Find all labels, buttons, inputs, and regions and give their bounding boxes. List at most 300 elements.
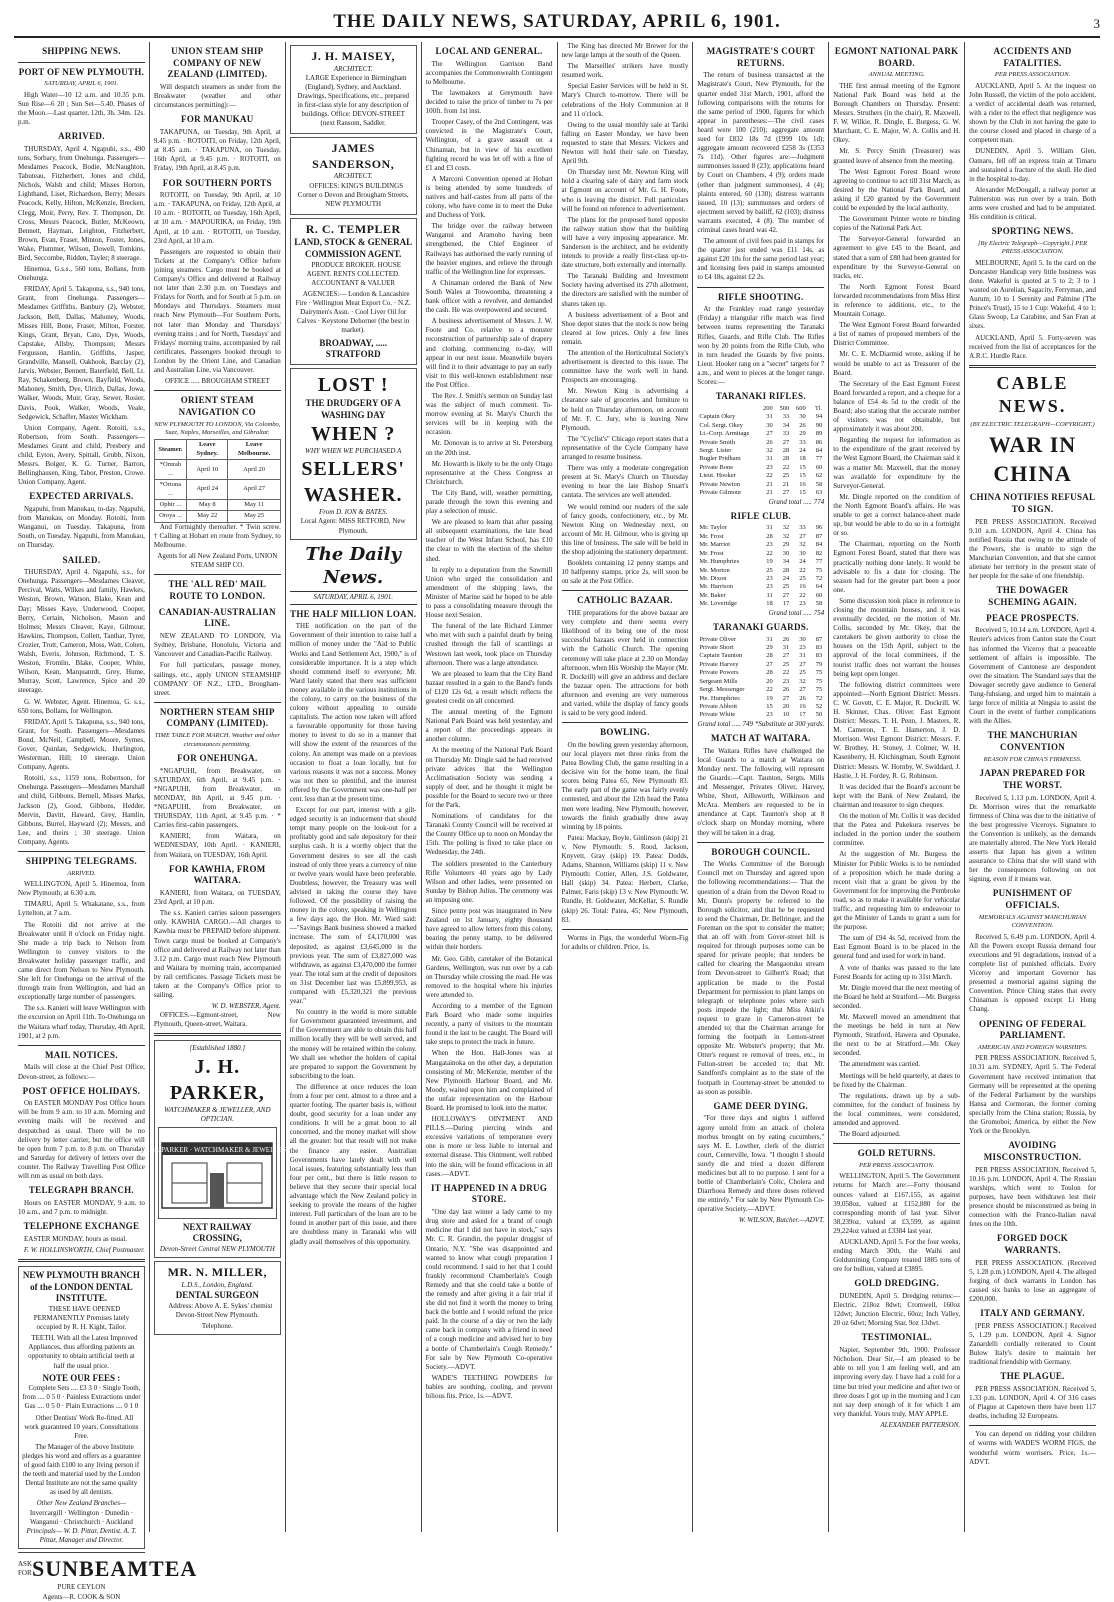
table-cell: 34: [782, 421, 790, 429]
manukau-text: TAKAPUNA, on Tuesday, 9th April, at 9.45 p.m. · ROTOITI, on Friday, 12th April, at 8.45 a.m. · TAKAPUNA, on Tuesday, 16th April, at 9.45 p.m. · ROTOITI, on Friday, 19th April, at 8.45 p.m.: [153, 128, 281, 173]
park-para: The Surveyor-General forwarded an agreement to give £45 to the Board, and stated that a sum of £80 had been granted for expenditure by the Surveyor-General on tracks, etc.: [833, 235, 961, 280]
japan-text: Received 5, 1.13 p.m. LONDON, April 4. Dr. Morrison wires that the remarkable firmness of China was due to the initiative of the best progressive Viceroys. Signature to the Convention is unlikely, as the demands are materially altered. The New York Herald asserts that Japan has given a written assurance to China that she will stand with her the consequences following on not signing, even if it means war.: [969, 793, 1096, 884]
leader-para-1: THE notification on the part of the Government of their intention to raise half a million of money under the "Aid to Public Works and Land Settlement Act, 1900," is of considerable importance. It is a step which should commend itself to everyone; Mr. Ward lately stated that there was sufficient money available in the various institutions in the colony, to carry on the business of the colony without appealing to outside capitalists. The action now taken will afford a favourable opportunity for those having money to invest to do so in a manner that will show the extent of the resources of the colony. An attempt was made on a previous occasion to float a loan locally, but for various reasons it was not a success. Money was not then so plentiful, and the interest offered by the Government was one-half per cent. less than at the present time.: [289, 622, 417, 803]
table-cell: Mr. Taylor: [699, 524, 727, 532]
table-cell: 25: [799, 574, 806, 582]
table-row: *Ortona ... April 24 April 27: [154, 480, 280, 500]
table-cell: 22: [799, 566, 806, 574]
sunbeam-tea: TEA: [149, 1555, 198, 1581]
table-cell: Mr. Marriot: [699, 541, 731, 549]
table-row: [697, 703, 824, 711]
table-cell: Private Newton: [699, 480, 740, 488]
italy-text: [PER PRESS ASSOCIATION.] Received 5, 1.29 p.m. LONDON, April 4. Signor Zanardelli cordially reiterated to Count Bulow Italy's desire to maintain her traditional friendship with Germany.: [969, 1321, 1096, 1367]
table-cell: 23: [766, 463, 773, 471]
when-heading: WHEN ?: [311, 423, 396, 446]
sailed-text-4: Rotoiti, s.s., 1159 tons, Robertson, for Onehunga. Passengers—Mesdames Marshall and child, Gibbons, Bernell, Misses Marks, Jackson (2), Good, Gibbons, Hedder, Mervin, Davitt, Haward, Grey, Hamlin, Gibbons, Burrel, Hayward (2); Messrs, and Lee, and theirs ; 30 steerage. Union Company, Agents.: [18, 774, 145, 846]
table-cell: 27: [782, 438, 790, 446]
dowager-heading: THE DOWAGER SCHEMING AGAIN.: [988, 585, 1077, 607]
peace-text: Received 5, 10.14 a.m. LONDON, April 4. Reuter's advices from Canton state the Court has informed the Viceroy that a peaceable settlement of affairs is impossible. The Government of Cantonese are despondent over the situation. The Standard says that the Dowager secretly gave audience to General Tung-fuhsiang, and urged him to maintain a large force of militia at Ningsia to assist the Court in the event of further complications with the Allies.: [969, 626, 1096, 726]
table-cell: 30: [799, 549, 806, 557]
dental-text-3: Other Dentists' Work Re-fitted. All work guaranteed 10 years. Consultations Free.: [24, 1413, 139, 1440]
table-row: [697, 472, 824, 480]
union-note: Passengers are requested to obtain their Tickets at the Company's Office before joining steamers. Cargo must be booked at Company's Office and delivered at Railway not later than 2.30 p.m. on Tuesdays and Fridays for North, and for South at 5 p.m. on Mondays and Thursdays. Steamers must reach New Plymouth—For Southern Ports, not later than Monday and Thursdays' evening trains ; and for North, Tuesdays' and Fridays' morning trains, accompanied by rail certificates. Passengers booked through to London by the Orient Line, and Canadian and Australian Line, via Vancouver.: [153, 247, 281, 374]
cable-news-sub: (BY ELECTRIC TELEGRAPH—COPYRIGHT.): [970, 420, 1095, 428]
gold-sub: PER PRESS ASSOCIATION.: [859, 1161, 935, 1169]
shopfront-illustration: [146, 1127, 288, 1219]
table-cell: 89: [815, 430, 823, 438]
orient-heading: ORIENT STEAM NAVIGATION CO: [178, 395, 256, 417]
table-cell: 16: [799, 583, 806, 591]
table-cell: 28: [782, 566, 790, 574]
dental-text-1: THESE HAVE OPENED PERMANENTLY Premises lately occupied by R. H. Kight, Tailor.: [33, 1304, 130, 1332]
shopfront-sign: J. H. PARKER · WATCHMAKER & JEWELLER: [146, 1145, 288, 1154]
park-para: The following district committees were appointed:—North Egmont District: Messrs. C. W. Govett, C. E. Major, R. Dockrill, W. H. Skinner, Chas. Oliver. East Egmont District: Messrs. T. H. Penn, J. Masters, R. M. Cameron, T. E. Hamerton, J. D. Morrison. West Egmont District: Messrs. F. W. Brothey, H. Stoney, J. Colmer, W. H. Kasenberry, H. Kitchingman, South Egmont District: Messrs. W. Hornby, W. Swiddard, J. Hastie, J. H. Fordey, R. G. Robinson.: [833, 680, 961, 780]
table-header-cell: [697, 405, 758, 413]
italy-heading: ITALY AND GERMANY.: [980, 1308, 1085, 1319]
table-cell: 22: [799, 591, 806, 599]
worm-fig-ad: Worms in Pigs, the wonderful Worm-Fig for adults or children. Price, 1s.: [561, 933, 689, 951]
mail-heading: MAIL NOTICES.: [44, 1049, 118, 1060]
table-row: [697, 600, 824, 608]
table-cell: Private Powers: [699, 669, 739, 677]
local-item: We would remind our readers of the sale of fancy goods, confectionery, etc., by Mr. Newton King on Wednesday next, on account of Mr. H. Gilmour, who is giving up this line of business. The sale will be held in the shop adjoining the stationery department.: [561, 502, 689, 556]
cable-news-heading: CABLE NEWS.: [996, 372, 1069, 417]
table-row: [697, 447, 824, 455]
local-item: At the meeting of the National Park Board on Thursday Mr. Dingle said he had received private advices that the Wellington Acclimatisation Society was sending a supply of deer, and he thought it might be possible for the Board to secure two or three for the Park.: [425, 746, 553, 809]
branches-list: Invercargill · Wellington · Dunedin · Wanganui · Christchurch · Auckland: [29, 1508, 134, 1526]
mail-text: Mails will close at the Chief Post Office, Devon-street, as follows:—: [18, 1063, 145, 1081]
easter-text: On EASTER MONDAY Post Office hours will be from 9 a.m. to 10 a.m. Morning and evening mails will be received and despatched as usual. There will be no delivery by letter carrier, but the office will be open from 7 p.m. to 8 p.m. on Thursday and Saturday for delivery of letters over the counter. The Railway Travelling Post Office will run as usual on both days.: [18, 1099, 145, 1181]
local-item: Nominations of candidates for the Taranaki County Council will be received at the County Office up to noon on Monday the 15th. The polling is fixed to take place on Wednesday, the 24th.: [425, 812, 553, 857]
sunbeam-agents: Agents—R. COOK & SON: [42, 1592, 121, 1601]
table-row: [697, 550, 824, 558]
canadian-note: For full particulars, passage money, sailings, etc., apply UNION STEAMSHIP COMPANY OF N.Z., LTD., Brougham-street.: [153, 661, 281, 697]
telegraph-text: Hours on EASTER MONDAY, 9 a.m. to 10 a.m., and 7 p.m. to midnight.: [18, 1198, 145, 1216]
local-item: The bridge over the railway between Wanganui and Aramoho having been strengthened, the Chief Engineer of Railways has authorised the early running of the heavier engines, and relieve the through traffic of the Wellington line for expresses.: [425, 222, 553, 276]
local-item: According to a member of the Egmont Park Board who made some inquiries recently, a party of visitors to the mountain found it the last to be caught. The Board will take steps to protect the track in future.: [425, 1001, 553, 1047]
manchurian-sub: REASON FOR CHINA'S FIRMNESS.: [983, 755, 1082, 763]
local-item: Booklets containing 12 penny stamps and 10 halfpenny stamps, price 2s, will soon be on sale at the Post Office.: [561, 559, 689, 586]
table-row: [697, 439, 824, 447]
maisey-heading: J. H. MAISEY,: [311, 49, 396, 63]
kawhia-text-1: KANIERI, from Waitara, on WEDNESDAY, 10th April. · KANIERI, from Waitara, on TUESDAY, 16th April.: [153, 832, 281, 859]
columns: [14, 42, 1100, 1601]
parker-location: NEXT RAILWAY CROSSING,: [182, 1221, 252, 1244]
local-item: The plans for the proposed hotel opposite the railway station show that the building will have a very imposing appearance. Mr. Sanderson is the architect, and he evidently intends to provide a really first-class up-to-date structure, both externally and internally.: [561, 215, 689, 270]
table-cell: 30: [799, 635, 806, 643]
sanderson-text: OFFICES: KING'S BUILDINGS Corner o Devon and Brougham Streets, NEW PLYMOUTH: [297, 181, 409, 208]
orient-agents: Agents for all New Zealand Ports, UNION STEAM SHIP CO.: [157, 552, 278, 570]
table-cell: 15: [799, 489, 806, 497]
table-cell: Sergeant Mills: [699, 677, 738, 685]
table-cell: 58: [815, 600, 823, 608]
drug-store-text: "One day last winter a lady came to my drug store and asked for a brand of cough medicine that I did not have in stock," says Mr. C. R. Grandin, the popular druggist of Ontario, N.Y. "She was disappointed and wanted to know what cough preparation I could recommend. I said to her that I could frankly recommend Chamberlain's Cough Remedy and that she could take a bottle of the remedy and after giving it a fair trial if she did not find it worth the money to bring back the bottle and I would refund the price paid. In the course of a day or two the lady came back in company with a friend in need of a cough medicine and advised her to buy a bottle of Chamberlain's Cough Remedy." For sale by New Plymouth Co-operative Society.—ADVT.: [425, 1208, 553, 1371]
table-cell: 83: [815, 643, 823, 651]
table-cell: 10: [782, 711, 790, 719]
table-row: [697, 524, 824, 532]
table-cell: 22: [766, 549, 773, 557]
table-cell: 17: [782, 600, 790, 608]
column-6: [693, 42, 829, 1532]
table-cell: 23: [766, 541, 773, 549]
table-cell: 27: [782, 591, 790, 599]
table-cell: 50: [815, 711, 823, 719]
table-cell: 25: [782, 660, 790, 668]
park-para: The sum of £94 4s 5d, received from the East Egmont Board is to be placed in the general fund and used for work in hand.: [833, 934, 961, 961]
maisey-sub: ARCHITECT.: [333, 64, 373, 73]
deer-heading: GAME DEER DYING.: [713, 1100, 809, 1111]
table-cell: 31: [766, 635, 773, 643]
sailed-text-1: THURSDAY, April 4. Ngapuhi, s.s., for Onehunga. Passengers—Mesdames Cleaver, Percival, Watts, Wilkes and family, Hawkes, Weston, Brown, Watson, Blake, Kean and Day; Misses Kaye, Underwood, Cooper, Berry, Certain, Nicholson, Mason and Holmes; Messrs Cleaver, Kaye, Gilmour, Hawkins, Thompson, Collett, Tanthar, Tyrer, Crozier, Trott, Cameron, Moss, Watt, Cohen, Walsh, Everis, Johnson, Richmond, T. S. Weston, Fromlin, Blake, Cooper, White, Wilson, Kean, Marquanrdt, Grey, Hume, Murray, Scott, Lawrence, Spice and 20 steerage.: [18, 568, 145, 695]
orient-note: And Fortnightly thereafter. * Twin screw. † Calling at Hobart en route from Sydney, to Melbourne.: [153, 522, 281, 550]
telephone-text: EASTER MONDAY, hours as usual.: [24, 1234, 128, 1243]
park-para: It was decided that the Board's account be kept with the Bank of New Zealand, the chairman and treasurer to sign cheques.: [833, 782, 961, 809]
table-cell: 30: [799, 413, 806, 421]
sellers-heading: SELLERS': [301, 458, 405, 481]
miller-sub: L.D.S., London, England.: [181, 1280, 254, 1289]
union-office: OFFICE ..... BROUGHAM STREET: [165, 377, 270, 386]
park-para: The regulations, drawn up by a sub-committee, for the conduct of business by the local committees, were considered, amended and approved.: [833, 1091, 961, 1128]
orient-col-melbourne: Leave Melbourne.: [228, 440, 280, 460]
guards-total: Grand total ..... 749 *Substitute at 300 yards.: [697, 719, 825, 728]
forged-text: PER PRESS ASSOCIATION. (Received 5, 1.28 p.m.) LONDON, April 4. The alleged forging of dock warrants in London has caused six banks to lose an aggregate of £200,000.: [969, 1258, 1096, 1303]
sporting-1: MELBOURNE, April 5. In the card on the Doncaster Handicap very little business was done. Wakeful is quoted at 5 to 2; 3 to 1 wanted on Aurelian, Sagacity, Ferryman, and Aurum; 10 to 1 Serenity and Palmine (The Prince's Trust), 15 to 1 Cup: Wakeful, 4 to 1; Glass Swoop, La Carabine, and San Fran at sixes.: [969, 258, 1096, 331]
local-item: A Marconi Convention opened at Hobart is being attended by some hundreds of natives and half-castes from all parts of the colony, who have come in to meet the Duke and Duchess of York.: [425, 174, 553, 220]
war-in-china-heading: WAR IN CHINA: [988, 432, 1077, 486]
table-cell: 30: [766, 421, 773, 429]
canadian-heading: CANADIAN-AUSTRALIAN LINE.: [158, 606, 276, 629]
table-cell: 26: [799, 694, 806, 702]
column-4: [422, 42, 558, 1532]
dental-ad: [18, 1266, 145, 1549]
wades-ad: WADE'S TEETHING POWDERS for babies are soothing, cooling, and prevent bilious fits. Price, 1s.—ADVT.: [425, 1373, 553, 1400]
park-board-sub: ANNUAL MEETING.: [868, 71, 925, 79]
washer-heading: WASHER.: [303, 484, 403, 507]
testimonial-heading: TESTIMONIAL.: [861, 1332, 932, 1343]
memorials-text: Received 5, 6.49 p.m. LONDON, April 4. All the Powers except Russia demand four executions and 91 degradations, instead of a complete list of punished officials. Every Viceroy and important Governor has presented a memorial against signing the Convention. Prince Ching states that every Chinaman is opposed except Li Hung Chang.: [969, 932, 1096, 1014]
local-item: The "Cyclist's" Chicago report states that a representative of the Cycle Company have arranged to resume business.: [561, 434, 689, 462]
kawhia-text-2: KANIERI, from Waitara, on TUESDAY, 23rd April, at 10 p.m.: [153, 889, 281, 907]
south-text: ROTOITI, on Tuesday, 9th April, at 10 a.m. · TAKAPUNA, on Friday, 12th April, at 10 a.m. · ROTOITI, on Tuesday, 16th April, at 10 a.m. · MAPOURIKA, on Friday, 19th April, at 10 a.m. · ROTOITI, on Tuesday, 23rd April, at 10 a.m.: [153, 191, 281, 245]
table-row: [697, 413, 824, 421]
port-heading: PORT OF NEW PLYMOUTH.: [18, 66, 145, 77]
table-cell: Private Gilmour: [699, 489, 742, 497]
local-item: Trooper Casey, of the 2nd Contingent, was convicted in the Magistrate's Court, Wellington, of a grave assault on a Chinaman, but in view of his excellent fighting record he was let off with a fine of £1 and £3 costs.: [425, 118, 553, 172]
sanderson-heading: JAMES SANDERSON,: [312, 141, 395, 171]
leader-heading: THE HALF MILLION LOAN.: [290, 608, 417, 619]
table-cell: 60: [815, 591, 823, 599]
table-cell: 82: [815, 549, 823, 557]
table-cell: Col. Sergt. Okey: [699, 421, 743, 429]
park-para: The West Egmont Forest Board forwarded a list of names of proposed members of the District Committee.: [833, 321, 961, 348]
table-cell: 11: [766, 591, 773, 599]
shipping-news-heading: SHIPPING NEWS.: [42, 46, 121, 56]
federal-parliament-heading: OPENING OF FEDERAL PARLIAMENT.: [979, 1018, 1087, 1041]
table-cell: 32: [766, 446, 773, 454]
table-cell: Private Short: [699, 643, 734, 651]
telegram-2: TIMARU, April 5. Whakatane, s.s., from Lyttelton, at 7 a.m.: [18, 900, 145, 918]
table-cell: 87: [815, 532, 823, 540]
sunbeam-ask: ASK FOR: [18, 1560, 33, 1578]
allred-heading: THE 'ALL RED' MAIL ROUTE TO LONDON.: [168, 579, 267, 602]
kawhia-office: OFFICES.—Egmont-street, New Plymouth, Queen-street, Waitara.: [153, 1011, 281, 1029]
table-cell: Private Abbott: [699, 703, 738, 710]
table-cell: 23: [799, 643, 806, 651]
borough-text: The Works Committee of the Borough Council met on Thursday and agreed upon the following recommendations:— That the question of a drain from the Devon Road to Mr. Dunn's property be referred to the Borough solicitor, and that he be requested to send the Chairman, Dr. Bellringer, and the Foreman on the spot to consider the matter; that an off with from Gover-street hill is required for through purposes some can be spared for private people; that tenders be called for clearing the Mangaotuku stream from Devon-street to Gilbert's Road; that application be made to the Postal Department for permission to plant lamps on telegraph or telephone poles where such posts impede the light; that Miss Atkin's request to graze in Cameron-street be attended to; that the Chairman arrange for forming the footpath in Lemon-street opposite Mr. Webster's property; that Mr. Otter's request re removal of trees, etc., in Fulton-street be acceded to; that Mr. Sandford's complaint as to the state of the footpath in Courtenay-street be attended to as soon as possible.: [697, 860, 825, 1096]
forged-heading: FORGED DOCK WARRANTS.: [997, 1233, 1069, 1255]
waitara-text: The Waitara Rifles have challenged the local Guards to a match at Waitara on Monday next. The following will represent the Guards:—Capt. Taunton, Sergts. Mills and Messenger, Privates Oliver, Harvey, White, Short, Aillsworth, Wilkinson and McAra. Members are requested to be in attendance at Capt. Taunton's shop at 8 o'clock sharp on Monday morning, where they will be taken in a drag.: [697, 746, 825, 837]
war-sub: CHINA NOTIFIES REFUSAL TO SIGN.: [969, 492, 1096, 514]
park-para: At the suggestion of Mr. Burgess the Minister for Public Works is to be reminded of a proposition which he made during a recent visit that a grant be given by the Government for for improving the Pembroke road, so as to make it available for vehicular traffic, and requesting him to endeavour to get the Minister of Lands to grant a sum for the purpose.: [833, 850, 961, 932]
table-cell: Mr. Frost: [699, 532, 724, 540]
table-row: [697, 558, 824, 566]
table-cell: 27: [799, 686, 806, 694]
column-2: [146, 42, 288, 1532]
park-para: The North Egmont Forest Board forwarded recommendations from Miss Hirst in reference to additions, etc., to the Mountain Cottage.: [833, 282, 961, 319]
table-cell: 28: [766, 652, 773, 660]
table-cell: 27: [799, 660, 806, 668]
local-item: The City Band, will, weather permitting, parade through the town this evening and play a selection of music.: [425, 488, 553, 516]
gold-heading: GOLD RETURNS.: [857, 1148, 936, 1159]
warships-text: PER PRESS ASSOCIATION. Received 5, 10.31 a.m. SYDNEY, April 5. The Federal Government have received intimation that Germany will be represented at the opening of the Federal Parliament by the warships Hansa and Cormoran, the former coming specially from the China station; Russia, by the Gromoboi; America, by either the New York or the Brooklyn.: [969, 1054, 1096, 1136]
dredge-heading: GOLD DREDGING.: [854, 1278, 940, 1289]
park-para: Regarding the request for information as to the expenditure of the grant received by the West Egmont Board, the Chairman said it was a matter Mr. Maxwell, that the money was available for expenditure by the Surveyor-General.: [833, 436, 961, 490]
park-para: Mr. Dingle reported on the condition of the North Egmont Board's affairs. He was unable to get a correct balance-sheet made up, but would be able to do so in a fortnight or so.: [833, 492, 961, 538]
table-cell: 86: [815, 438, 823, 446]
table-cell: 94: [815, 413, 823, 421]
table-cell: Pte. Humphries: [699, 694, 740, 702]
arrived-text-1: THURSDAY, April 4. Ngapuhi, s.s., 490 tons, Sorbary, from Onehunga. Passengers—Mesdames Peacock, Bodie, McNaughton, Tabuteau, Fitzherbert, Jones and child, Nichols, Walsh and child; Misses Horton, Lighthand, Liset, Richardson, Berry; Messrs Peacock, Kelly, Hilton, McKenzie, Brecken, Clegg, Moir, Perry, Rev. T. Thompson, Dr. Cross, Messrs Peacock, Butler, McKeown, Bennett, Hayman, Leighton, Fitzherbert, Brown, Evan, Fraser, Minton, Foster, Jones, Wake, Plummer, Wilson, Dowell, Tomkins, Bird, Seccombe, Ridden, Tayler; 8 steerage.: [18, 144, 145, 262]
masthead: [14, 6, 1100, 38]
union-intro: Will despatch steamers as under from the Breakwater (weather and other circumstances permitting):—: [153, 83, 281, 110]
war-text: PER PRESS ASSOCIATION. Received 9.10 a.m. LONDON, April 4. China has notified Russia that owing to the attitude of the Powers, she is unable to sign the Manchurian Convention, and that she cannot alienate her territory in the present state of her people for the sake of one friendship.: [969, 517, 1096, 581]
table-cell: 21: [766, 480, 773, 488]
table-cell: 23: [766, 583, 773, 591]
park-para: On the motion of Mr. Collis it was decided that the Patea and Pukekura reserves be included in the portion under the southern committee.: [833, 812, 961, 848]
table-cell: 64: [815, 583, 823, 591]
park-para: Some discussion took place in reference to closing the mountain houses, and it was eventually decided, on the motion of Mr. Collis, seconded by Mr. Okey, that the caretakers be given authority to close the houses on the 15th April, subject to the approval of the local committees, if the tourist traffic does not warrant the houses being kept open longer.: [833, 596, 961, 678]
shopfront-icon: [142, 1133, 292, 1213]
sanderson-ad: [290, 137, 417, 215]
bowling-text: On the bowling green yesterday afternoon, our local players met three rinks from the Patea Bowling Club, the game resulting in a decisive win for the home team, the final scores being Patea 65, New Plymouth 83. The early part of the game was fairly evenly contested, and about the 12th head the Patea men were leading. New Plymouth, however, towards the finish gradually drew away winning by 18 points.: [561, 740, 689, 831]
table-cell: 33: [799, 524, 806, 532]
table-row: Ophir ... May 8 May 11: [154, 500, 280, 511]
table-cell: 31: [766, 524, 773, 532]
miller-profession: DENTAL SURGEON: [175, 1289, 259, 1300]
local-item: The annual meeting of the Egmont National Park Board was held yesterday, and a report of the proceedings appears in another column.: [425, 708, 553, 744]
sunbeam-brand: SUNBEAM: [32, 1555, 150, 1581]
table-cell: 31: [766, 455, 773, 463]
column-3: [286, 42, 422, 1532]
table-cell: Captain Taunton: [699, 652, 743, 660]
parker-ad: [146, 1040, 288, 1258]
masthead-title: THE DAILY NEWS, SATURDAY, APRIL 6, 1901.: [333, 11, 781, 32]
local-item: On Thursday next Mr. Newton King will hold a clearing sale of dairy and farm stock at Egmont on account of Mr. G. H. Foote, who is leaving the district. Full particulars will be found on reference to advertisement.: [561, 168, 689, 213]
table-cell: 16: [799, 480, 806, 488]
table-row: [697, 652, 824, 660]
table-row: [697, 481, 824, 489]
plague-text: PER PRESS ASSOCIATION. Received 5, 1.33 p.m. LONDON, April 4. Of 316 cases of Plague at Capetown there have been 117 deaths, including 32 Europeans.: [969, 1384, 1096, 1421]
table-row: [697, 592, 824, 600]
local-item: Mr. Donovan is to arrive at St. Petersburg on the 20th inst.: [425, 439, 553, 457]
table-cell: Mr. Baker: [699, 591, 726, 599]
bazaar-text: THE preparations for the above bazaar are very complete and there seems every likelihood of its being one of the most successful bazaars ever held in connection with the Catholic Church. The opening ceremony will take place at 2.30 on Monday afternoon, when His Worship the Mayor (Mr. R. Dockrill) will give an address and declare the bazaar open. The attractions for both afternoon and evening are very numerous and varied, while the display of fancy goods is said to be very good indeed.: [561, 609, 689, 718]
guards-table: [697, 636, 824, 720]
accident-2: DUNEDIN, April 5. William Glen, Oamaru, fell off an express train at Timaru and sustained a fracture of the skull. He died in the hospital to-day.: [969, 147, 1096, 183]
table-cell: 32: [782, 524, 790, 532]
table-cell: 26: [782, 686, 790, 694]
drug-store-heading: IT HAPPENED IN A DRUG STORE.: [430, 1182, 548, 1205]
orient-schedule: [154, 439, 281, 523]
easter-heading: POST OFFICE HOLIDAYS.: [22, 1085, 141, 1096]
table-row: [697, 575, 824, 583]
local-general-heading: LOCAL AND GENERAL.: [435, 46, 543, 56]
local-item: The soldiers presented to the Canterbury Rifle Volunteers 40 years ago by Lady Wilson and other ladies, were presented on Sunday by Bishop Julius. The ceremony was an imposing one.: [425, 859, 553, 904]
table-cell: 31: [799, 652, 806, 660]
park-para: The Government Printer wrote re binding copies of the National Park Act.: [833, 215, 961, 233]
templer-text: PRODUCE BROKER. HOUSE AGENT. RENTS COLLECTED. ACCOUNTANT & VALUER: [306, 260, 402, 287]
templer-heading: R. C. TEMPLER: [305, 221, 401, 236]
local-item: The Rev. J. Smith's sermon on Sunday last was the subject of much comment. To-morrow evening at St. Mary's Church the services will be in keeping with the occasion.: [425, 391, 553, 437]
sporting-sub: [By Electric Telegraph—Copyright.] PER PRESS ASSOCIATION.: [977, 239, 1088, 256]
telegram-3: The Rotoiti did not arrive at the Breakwater until 8 o'clock on Friday night. She made a trip back to Nelson from Wellington to convey visitors to the Breakwater holiday passenger traffic, and came direct from Nelson to New Plymouth. She left for Onehunga on the arrival of the through train from Wellington, and had an exceptionally large number of passengers.: [18, 920, 145, 1002]
local-item: Special Easter Services will be held in St. Mary's Church to-morrow. There will be celebrations of the Holy Communion at 8 and 11 o'clock.: [561, 82, 689, 118]
orient-sub: NEW PLYMOUTH TO LONDON, Via Colombo, Suez, Naples, Marseilles, and Gibraltar.: [154, 420, 281, 436]
drudgery-text: THE DRUDGERY OF A WASHING DAY: [305, 397, 401, 420]
table-cell: 83: [815, 652, 823, 660]
bazaar-heading: CATHOLIC BAZAAR.: [577, 595, 673, 606]
table-cell: Sergt. Lister: [699, 446, 732, 454]
page-number: 3: [1093, 16, 1100, 31]
fees-heading: NOTE OUR FEES :: [42, 1372, 121, 1383]
table-cell: 15: [799, 463, 806, 471]
warships-heading: AMERICAN AND FOREIGN WARSHIPS.: [977, 1043, 1088, 1051]
table-cell: 15: [766, 703, 773, 710]
rifle-club-total: Grand total ..... 754: [768, 608, 825, 617]
table-row: [697, 669, 824, 677]
table-cell: 75: [815, 677, 823, 685]
park-para: Mr. S. Percy Smith (Treasurer) was granted leave of absence from the meeting.: [833, 147, 961, 165]
table-cell: 28: [782, 446, 790, 454]
table-row: [697, 464, 824, 472]
table-header-cell: 500: [779, 404, 790, 412]
telegram-4: The s.s. Kanieri will leave Wellington with the excursion on April 11th. To-Onehunga on the Waitara wharf today, Thursday, 4th April, 1901, at 2 p.m.: [18, 1004, 145, 1040]
local-item: The Marseilles' strikers have mostly resumed work.: [561, 62, 689, 80]
table-cell: 32: [799, 541, 806, 549]
park-para: A vote of thanks was passed to the late Forest Boards for acting up to 31st March.: [833, 963, 961, 981]
park-para: Meetings will be held quarterly, at dates to be fixed by the Chairman.: [833, 1071, 961, 1089]
leader-dateline: SATURDAY, APRIL 6, 1901.: [290, 591, 417, 604]
table-cell: 29: [782, 541, 790, 549]
table-cell: 20: [766, 677, 773, 685]
table-cell: 18: [766, 600, 773, 608]
miller-telephone: Telephone.: [201, 1321, 233, 1330]
table-row: [697, 430, 824, 438]
column-7: [829, 42, 965, 1532]
table-cell: Private Harvey: [699, 660, 739, 668]
table-row: [697, 455, 824, 463]
parker-sub: WATCHMAKER & JEWELLER, AND OPTICIAN.: [164, 1105, 271, 1123]
table-cell: 72: [815, 574, 823, 582]
dental-text-2: TEETH. With all the Latest Improved Appliances, thus affording patients an opportunity to obtain artificial teeth at half the usual price.: [28, 1334, 138, 1370]
table-cell: 22: [782, 669, 790, 677]
park-para: THE first annual meeting of the Egmont National Park Board was held at the Borough Chambers on Thursday. Present: Messrs. Struthers (in the chair), R. Maxwell, F. W. Wilkie, R. Dingle, E. Burgess, G. W. Marchant, C. E. Major, W. A. Collis and H. Okey.: [833, 81, 961, 145]
table-cell: 28: [766, 532, 773, 540]
rifle-heading: RIFLE SHOOTING.: [718, 291, 804, 302]
parker-heading: J. H. PARKER,: [169, 1055, 265, 1104]
table-cell: 24: [799, 558, 806, 566]
table-cell: 25: [766, 566, 773, 574]
taranaki-rifles-heading: TARANAKI RIFLES.: [715, 391, 806, 402]
kawhia-agent: W. D. WEBSTER, Agent.: [211, 1002, 281, 1011]
table-row: [697, 583, 824, 591]
expected-text: Ngapuhi, from Manukau, to-day. Ngapuhi, from Manukau, on Monday. Rotoiti, from Wanganui, on Tuesday. Takapuna, from South, on Tuesday. Ngapuhi, from Manukau, on Thursday.: [18, 505, 145, 550]
leader-para-3: No country in the world is more suitable for Government guaranteed investment, and if the Government are able to obtain this half million locally they will be well served, and the money will be retained within the colony. We shall see whether the holders of capital are prepared to support the Government by subscribing to the loan.: [289, 1008, 417, 1080]
parker-location-2: Devon-Street Central NEW PLYMOUTH: [159, 1245, 275, 1254]
table-cell: 27: [782, 694, 790, 702]
when-sub: WHY WHEN WE PURCHASED A: [305, 447, 402, 456]
templer-ad: [290, 218, 417, 365]
table-row: [697, 644, 824, 652]
table-row: [697, 711, 824, 719]
leader-para-2: Except for our part, interest with a gilt-edged security is an inducement that should tempt many people on the look-out for a profitably good and safe depository for their surplus cash. It is a worthy object that the Government desires to see all the cash instead of only three years a currency of nine or twelve years would have been preferable. Doubtless, however, the Treasury was well advised in taking the course they have followed. Of the possibility of raising the money in the colony, speaking in Wellington a few days ago, the Hon. Mr. Ward said:—"Savings Bank business showed a marked increase. The sum of £4,170,000 was deposited, as against £3,645,000 in the previous year. The sum of £3,827,000 was withdrawn, as against £3,470,000 the former year. The total sum at the credit of depositors on 31st December last was £5,899,953, as compared with £5,320,321 the previous year.": [289, 806, 417, 1006]
local-item: The Wellington Garrison Band accompanies the Commonwealth Contingent to Melbourne.: [425, 59, 553, 86]
table-row: [697, 422, 824, 430]
table-cell: 32: [782, 532, 790, 540]
table-cell: 72: [815, 694, 823, 702]
accidents-sub: PER PRESS ASSOCIATION.: [994, 71, 1071, 79]
table-cell: 16: [799, 703, 806, 710]
sailed-text-3: FRIDAY, April 5. Takapuna, s.s., 940 tons, Grant, for South. Passengers—Mesdames Bond, McNeil, Campbell, Moore, Symes, Gover, Quinlan, Sedgewick, Hurlington, Westerman, Hill; 10 steerage. Union Company, Agents.: [18, 717, 145, 772]
table-cell: 27: [766, 430, 773, 438]
column-8: [965, 42, 1100, 1532]
waitara-heading: MATCH AT WAITARA.: [711, 732, 811, 743]
maisey-text: LARGE Experience in Birmingham (England), Sydney, and Auckland. Drawings, Specifications, etc., prepared in first-class style for any description of buildings. Office: DEVON-STREET (next Ransom, Saddler.: [297, 73, 410, 128]
local-item: The King has directed Mr Brewer for the new large lamps at the south of the Queen.: [561, 42, 689, 60]
table-cell: 34: [782, 558, 790, 566]
union-heading: UNION STEAM SHIP COMPANY OF NEW ZEALAND (LIMITED).: [167, 46, 268, 80]
table-cell: Mr. Morton: [699, 566, 730, 574]
table-cell: 29: [766, 643, 773, 651]
table-cell: 32: [799, 677, 806, 685]
local-item: The Taranaki Building and Investment Society having advertised its 27th allotment, the directors are satisfied with the number of shares taken up.: [561, 272, 689, 308]
table-cell: 21: [782, 480, 790, 488]
canadian-text: NEW ZEALAND TO LONDON, Via Sydney, Brisbane, Honolulu, Victoria and Vancouver and Canadian-Pacific Railway.: [153, 632, 281, 659]
local-item: HOLLOWAY'S OINTMENT AND PILLS.—During piercing winds and excessive variations of temperature every one is more or less liable to internal and external disease. This Ointment, well rubbed into the skin, will be found efficacious in all cases.—ADVT.: [425, 1115, 553, 1178]
templer-sub: LAND, STOCK & GENERAL COMMISSION AGENT.: [294, 237, 413, 260]
sunbeam-ad: [18, 1552, 198, 1584]
kawhia-heading: FOR KAWHIA, FROM WAITARA.: [169, 863, 266, 886]
park-para: Mr. Maxwell moved an amendment that the meetings be held in turn at New Plymouth, Stratford, Hawera and Opunake, the next to be at Stratford.—Mr. Okey seconded.: [833, 1013, 961, 1058]
plague-heading: THE PLAGUE.: [1000, 1371, 1065, 1382]
onehunga-text: *NGAPUHI, from Breakwater, on SATURDAY, 6th April, at 9.45 p.m. · *NGAPUHI, from Breakwater, on MONDAY, 8th April, at 9.45 p.m. · *NGAPUHI, from Breakwater, on THURSDAY, 11th April, at 9.45 p.m. · * Carries first-cabin passengers.: [153, 766, 281, 830]
table-cell: 90: [815, 421, 823, 429]
table-row: [697, 541, 824, 549]
table-cell: 19: [766, 558, 773, 566]
borough-heading: BOROUGH COUNCIL.: [711, 846, 811, 857]
peace-heading: PEACE PROSPECTS.: [986, 612, 1079, 623]
sanderson-sub: ARCHITECT.: [333, 172, 373, 181]
table-row: [697, 489, 824, 497]
table-cell: 33: [799, 438, 806, 446]
accident-3: Alexander McDougall, a railway porter at Palmerston was run over by a train. Both arms were crushed and had to be amputated. His condition is critical.: [969, 185, 1096, 222]
local-item: The attention of the Horticultural Society's advertisement is directed to this issue. The committee have the work well in hand. Prospects are encouraging.: [561, 349, 689, 385]
table-cell: 26: [766, 438, 773, 446]
avoiding-text: PER PRESS ASSOCIATION. Received 5, 10.16 p.m. LONDON, April 4. The Russian warships, which went to Toulon for purposes, have been withdrawn lest their presence should be misconstrued as being in connection with the Franco-Italian naval fetes on the 10th.: [969, 1165, 1096, 1229]
local-item: Mr. Newton King is advertising a clearance sale of groceries and furniture to be held on Thursday afternoon, on account of Mr. F. C. Jury, who is leaving New Plymouth.: [561, 387, 689, 432]
table-cell: 26: [782, 635, 790, 643]
magistrate-heading: MAGISTRATE'S COURT RETURNS.: [706, 46, 815, 68]
